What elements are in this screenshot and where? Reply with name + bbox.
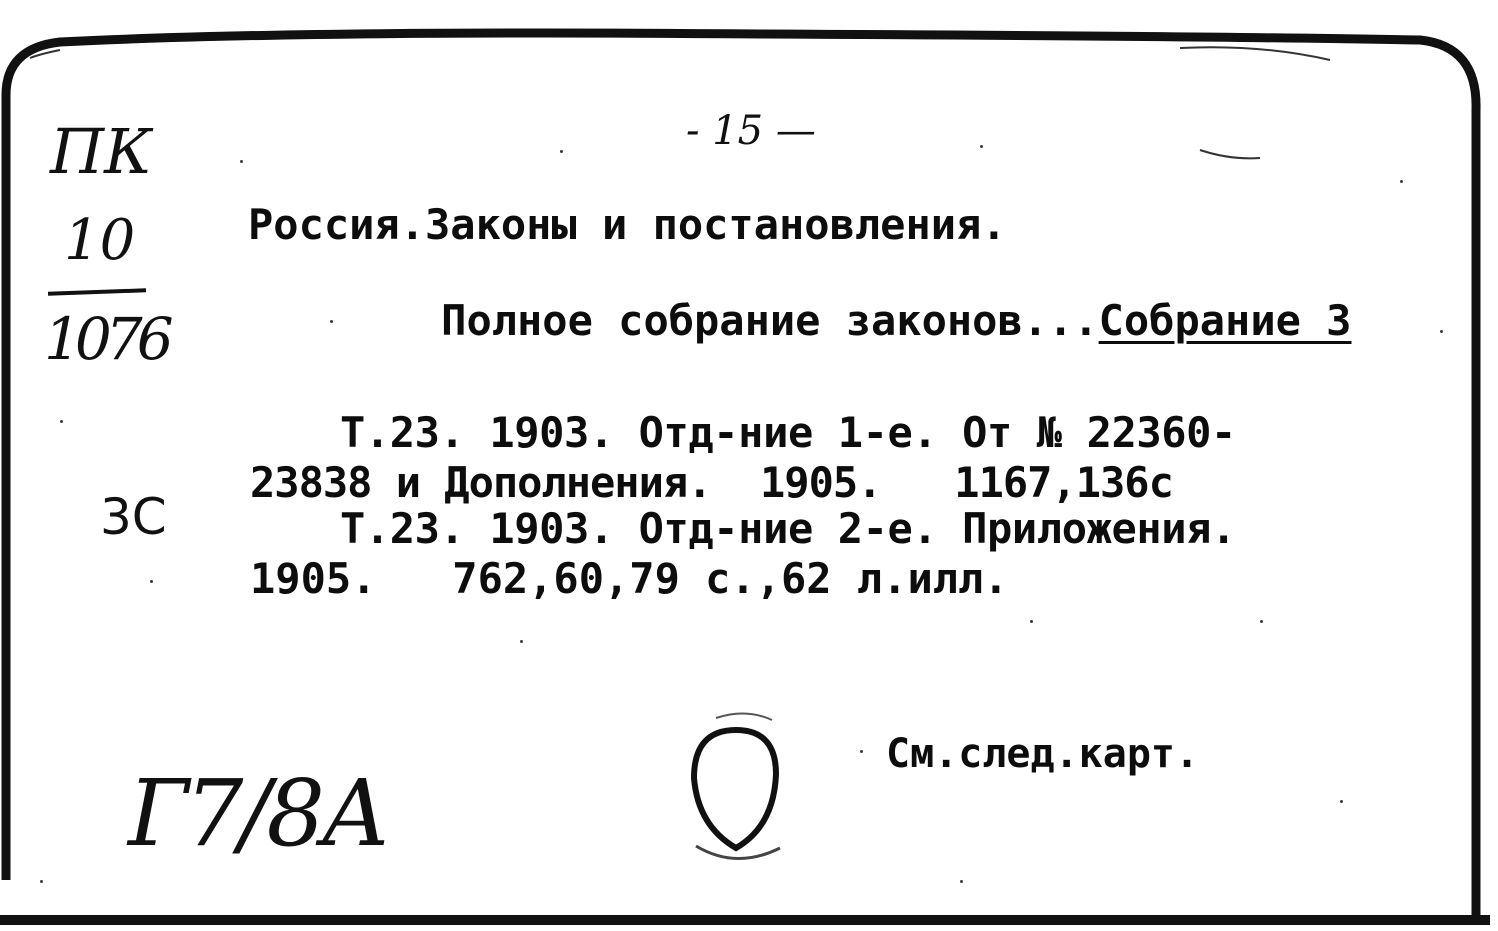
speck <box>860 750 863 753</box>
shelfmark-mid: 10 <box>64 208 136 273</box>
page-number: - 15 — <box>686 108 816 154</box>
handwritten-bottom: Г7/8А <box>128 760 387 867</box>
heading-line: Россия.Законы и постановления. <box>248 200 1007 249</box>
speck <box>1340 800 1343 803</box>
speck <box>520 640 523 643</box>
speck <box>60 420 63 423</box>
title-line-underlined: Собрание 3 <box>1098 296 1352 345</box>
speck <box>1260 620 1263 623</box>
volume1-line2: 23838 и Дополнения. 1905. 1167,136с <box>250 458 1173 507</box>
speck <box>960 880 963 883</box>
see-next-card: См.след.карт. <box>886 731 1200 777</box>
volume2-line2: 1905. 762,60,79 с.,62 л.илл. <box>250 554 1009 603</box>
speck <box>980 145 983 148</box>
speck <box>40 880 43 883</box>
speck <box>560 150 563 153</box>
speck <box>1440 330 1443 333</box>
speck <box>1400 180 1403 183</box>
shelfmark-top: ПК <box>50 115 153 188</box>
speck <box>150 580 153 583</box>
speck <box>330 320 333 323</box>
punch-hole <box>676 708 796 868</box>
copies-mark: 3C <box>100 488 167 546</box>
speck <box>1030 620 1033 623</box>
title-line <box>340 258 1351 384</box>
volume1-line1: Т.23. 1903. Отд-ние 1-е. От № 22360- <box>340 408 1236 457</box>
speck <box>240 160 243 163</box>
shelfmark-bottom: 1076 <box>44 305 168 373</box>
title-line-prefix: Полное собрание законов... <box>441 296 1099 345</box>
volume2-line1: Т.23. 1903. Отд-ние 2-е. Приложения. <box>340 504 1236 553</box>
